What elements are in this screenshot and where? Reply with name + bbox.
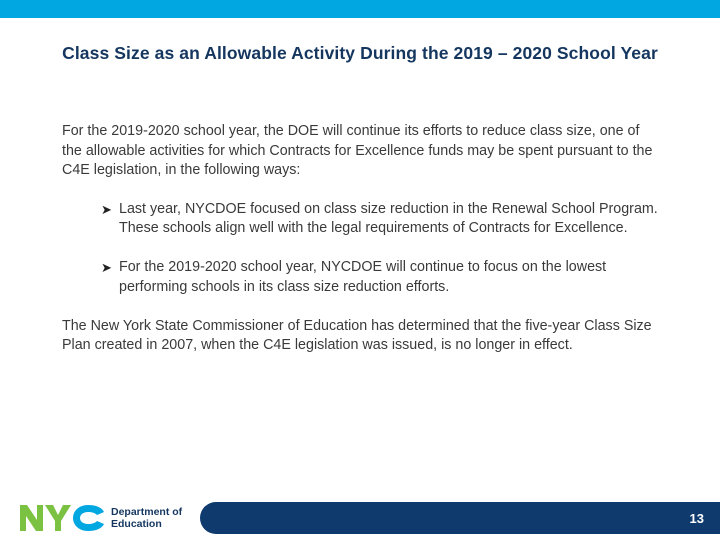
page-number: 13 bbox=[689, 511, 704, 526]
arrow-bullet-icon: ➤ bbox=[101, 260, 112, 275]
list-item bbox=[62, 200, 662, 239]
slide-body bbox=[62, 122, 662, 356]
footer-bar bbox=[200, 502, 720, 534]
closing-paragraph: The New York State Commissioner of Education has determined that the five-year Class Size Plan created in 2007, when the C4E legislation was issued, is no longer in effect. bbox=[62, 317, 652, 353]
intro-paragraph: For the 2019-2020 school year, the DOE will continue its efforts to reduce class size, one of the allowable activities for which Contracts for Excellence funds may be spent pursuant to the C4E legislation, in the following ways: bbox=[62, 123, 653, 178]
bullet-text: For the 2019-2020 school year, NYCDOE will continue to focus on the lowest performing schools in its class size reduction efforts. bbox=[119, 259, 607, 295]
svg-text:Department of: Department of bbox=[111, 506, 183, 518]
list-item bbox=[62, 258, 662, 297]
page-title: Class Size as an Allowable Activity During the 2019 – 2020 School Year bbox=[62, 43, 658, 63]
bullet-list bbox=[62, 200, 662, 298]
nyc-logo-icon bbox=[18, 500, 198, 534]
nyc-doe-logo bbox=[18, 500, 198, 534]
top-accent-bar bbox=[0, 0, 720, 18]
svg-text:Education: Education bbox=[111, 518, 162, 530]
bullet-text: Last year, NYCDOE focused on class size reduction in the Renewal School Program. These schools align well with the legal requirements of Contracts for Excellence. bbox=[119, 200, 658, 236]
arrow-bullet-icon: ➤ bbox=[101, 201, 112, 217]
